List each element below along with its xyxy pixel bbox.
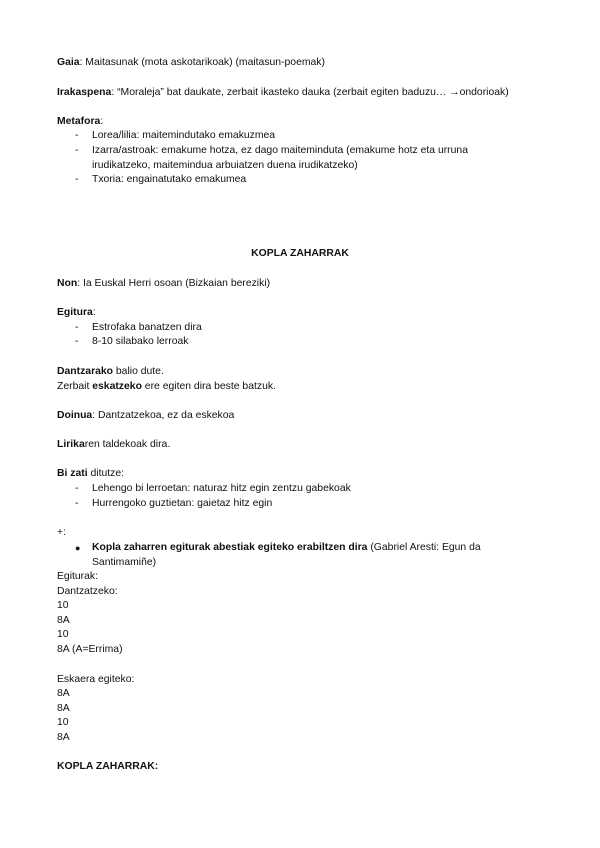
gaia-line: [57, 56, 325, 70]
dantzatzeko-line: 8A: [57, 615, 70, 626]
metafora-item: Txoria: engainatutako emakumea: [92, 174, 247, 185]
dantzatzeko-label: Dantzatzeko:: [57, 586, 118, 597]
metafora-item: Lorea/lilia: maitemindutako emakuzmea: [92, 130, 276, 141]
doinua-text: : Dantzatzekoa, ez da eskekoa: [92, 410, 235, 421]
non-text: : Ia Euskal Herri osoan (Bizkaian bereziki): [77, 278, 271, 289]
dantzatzeko-line: 10: [57, 600, 69, 611]
non-line: [57, 277, 270, 291]
lirika-line: Lirikaren taldekoak dira.: [57, 439, 171, 450]
bizati-item: Lehengo bi lerroetan: naturaz hitz egin zentzu gabekoak: [92, 483, 351, 494]
plus-line: +:: [57, 527, 66, 538]
dash-marker: -: [75, 336, 79, 347]
dash-marker: -: [75, 145, 79, 156]
metafora-item: Izarra/astroak: emakume hotza, ez dago maiteminduta (emakume hotz eta urruna: [92, 145, 468, 156]
egitura-heading: Egitura:: [57, 307, 96, 318]
gaia-label: Gaia: [57, 57, 80, 68]
section-title: KOPLA ZAHARRAK: [251, 248, 349, 259]
non-label: Non: [57, 278, 78, 289]
bullet-icon: ●: [75, 543, 81, 553]
irakaspena-text: : “Moraleja” bat daukate, zerbait ikasteko dauka (zerbait egiten baduzu… →ondorioak): [111, 87, 509, 98]
dash-marker: -: [75, 498, 79, 509]
dantzatzeko-line: 10: [57, 629, 69, 640]
doinua-line: [57, 409, 234, 423]
irakaspena-line: [57, 86, 509, 100]
dantzarako-line: Dantzarako balio dute.: [57, 366, 164, 377]
egiturak-label: Egiturak:: [57, 571, 99, 582]
egitura-item: Estrofaka banatzen dira: [92, 322, 202, 333]
eskatzeko-line: Zerbait eskatzeko ere egiten dira beste batzuk.: [57, 381, 276, 392]
metafora-label: Metafora: [57, 116, 101, 127]
egitura-label: Egitura: [57, 307, 93, 318]
eskaera-line: 8A: [57, 703, 70, 714]
egitura-item: 8-10 silabako lerroak: [92, 336, 189, 347]
bizati-item: Hurrengoko guztietan: gaietaz hitz egin: [92, 498, 273, 509]
dash-marker: -: [75, 322, 79, 333]
bizati-heading: Bi zati ditutze:: [57, 468, 124, 479]
irakaspena-label: Irakaspena: [57, 87, 112, 98]
eskaera-line: 8A: [57, 732, 70, 743]
dash-marker: -: [75, 483, 79, 494]
dash-marker: -: [75, 130, 79, 141]
dash-marker: -: [75, 174, 79, 185]
eskaera-label: Eskaera egiteko:: [57, 674, 135, 685]
eskaera-line: 8A: [57, 688, 70, 699]
metafora-heading: Metafora:: [57, 116, 104, 127]
footer-title: KOPLA ZAHARRAK:: [57, 761, 159, 772]
doinua-label: Doinua: [57, 410, 93, 421]
eskaera-line: 10: [57, 717, 69, 728]
bullet-item: Kopla zaharren egiturak abestiak egiteko erabiltzen dira (Gabriel Aresti: Egun da: [92, 542, 481, 553]
bullet-item-continuation: Santimamiñe): [92, 557, 157, 568]
metafora-item-continuation: irudikatzeko, maitemindua arbuiatzen duena irudikatzeko): [92, 160, 358, 171]
dantzatzeko-line: 8A (A=Errima): [57, 644, 123, 655]
gaia-text: : Maitasunak (mota askotarikoak) (maitasun-poemak): [79, 57, 325, 68]
